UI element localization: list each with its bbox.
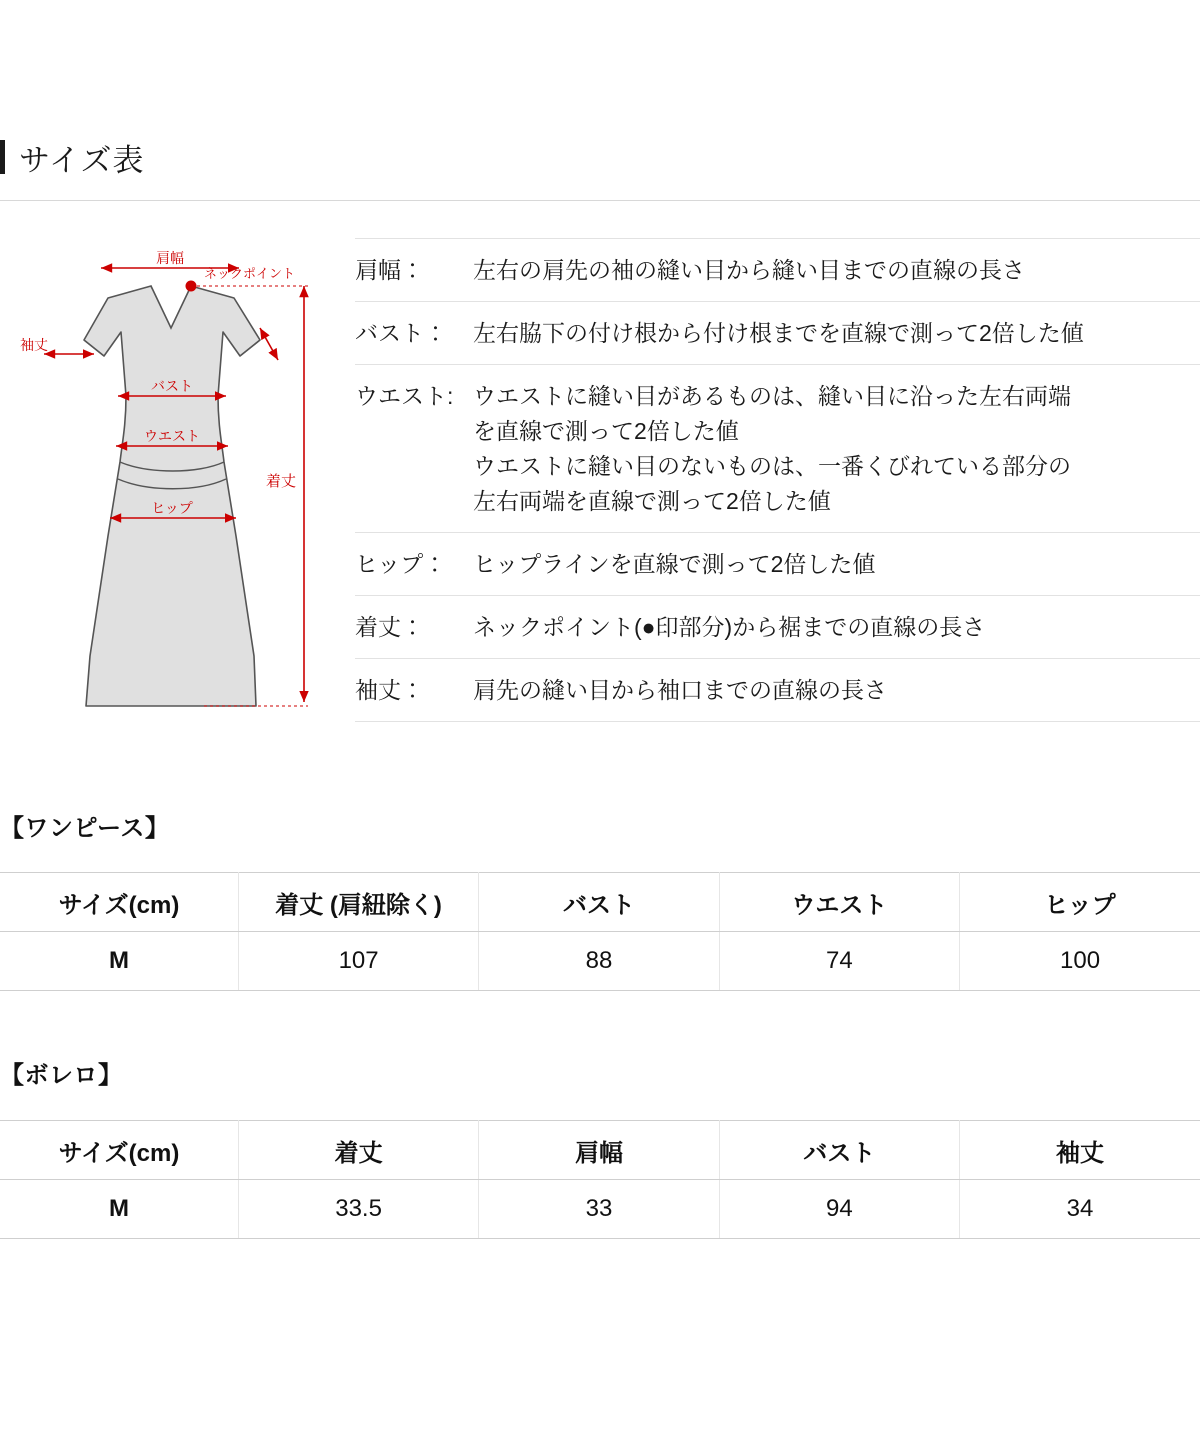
svg-text:ウエスト: ウエスト	[144, 428, 200, 444]
definition-row	[355, 365, 1200, 533]
table-row	[0, 932, 1200, 991]
definition-line: を直線で測って2倍した値	[473, 417, 739, 444]
size-table-bolero	[0, 1120, 1200, 1239]
definition-description	[473, 316, 1200, 351]
definition-line: ヒップラインを直線で測って2倍した値	[473, 550, 876, 577]
table-cell: 33.5	[238, 1180, 478, 1239]
svg-text:ネックポイント: ネックポイント	[204, 266, 296, 281]
table-header-row	[0, 1121, 1200, 1180]
title-divider	[0, 200, 1200, 201]
measurement-guide	[0, 228, 1200, 776]
definition-line: 肩先の縫い目から袖口までの直線の長さ	[473, 676, 887, 703]
column-header: 着丈 (肩紐除く)	[238, 873, 478, 932]
definition-line: 左右両端を直線で測って2倍した値	[473, 487, 831, 514]
definition-description	[473, 610, 1200, 645]
svg-text:肩幅: 肩幅	[156, 250, 184, 266]
table-row	[0, 1180, 1200, 1239]
svg-text:ヒップ: ヒップ	[151, 500, 193, 516]
definition-row	[355, 238, 1200, 302]
svg-text:バスト: バスト	[151, 378, 193, 394]
table-cell-size: M	[0, 932, 238, 991]
definition-line: ウエストに縫い目のないものは、一番くびれている部分の	[473, 452, 1071, 479]
svg-text:着丈: 着丈	[265, 473, 296, 490]
definition-line: ネックポイント(●印部分)から裾までの直線の長さ	[473, 613, 986, 640]
table-cell-size: M	[0, 1180, 238, 1239]
page-title-text: サイズ表	[19, 142, 145, 178]
section-heading-onepiece: 【ワンピース】	[0, 815, 170, 842]
table-cell: 33	[479, 1180, 719, 1239]
definition-description	[473, 253, 1200, 288]
table-cell: 107	[238, 932, 478, 991]
column-header: 袖丈	[960, 1121, 1200, 1180]
definition-term: バスト：	[355, 319, 447, 346]
definition-term: ヒップ：	[355, 550, 447, 577]
definition-term: ウエスト:	[355, 382, 454, 409]
definition-term: 着丈：	[355, 613, 424, 640]
definition-line: 左右脇下の付け根から付け根までを直線で測って2倍した値	[473, 319, 1084, 346]
svg-text:袖丈: 袖丈	[20, 337, 48, 353]
measurement-definitions	[355, 238, 1200, 722]
table-cell: 74	[719, 932, 959, 991]
definition-description	[473, 547, 1200, 582]
definition-row	[355, 533, 1200, 596]
dress-diagram-icon	[8, 236, 348, 736]
column-header: ヒップ	[960, 873, 1200, 932]
column-header: サイズ(cm)	[0, 1121, 238, 1180]
table-cell: 34	[960, 1180, 1200, 1239]
column-header: バスト	[719, 1121, 959, 1180]
definition-row	[355, 659, 1200, 722]
column-header: 肩幅	[479, 1121, 719, 1180]
definition-term: 袖丈：	[355, 676, 424, 703]
section-heading-bolero: 【ボレロ】	[0, 1062, 123, 1089]
table-header-row	[0, 873, 1200, 932]
definition-row	[355, 596, 1200, 659]
definition-description	[473, 673, 1200, 708]
size-table-onepiece	[0, 872, 1200, 991]
column-header: バスト	[479, 873, 719, 932]
column-header: サイズ(cm)	[0, 873, 238, 932]
column-header: ウエスト	[719, 873, 959, 932]
definition-row	[355, 302, 1200, 365]
definition-line: 左右の肩先の袖の縫い目から縫い目までの直線の長さ	[473, 257, 1025, 283]
column-header: 着丈	[238, 1121, 478, 1180]
table-cell: 88	[479, 932, 719, 991]
definition-term: 肩幅：	[355, 257, 424, 283]
table-cell: 94	[719, 1180, 959, 1239]
table-cell: 100	[960, 932, 1200, 991]
definition-line: ウエストに縫い目があるものは、縫い目に沿った左右両端	[473, 382, 1071, 409]
page-title	[0, 130, 1200, 184]
definition-description	[473, 379, 1200, 519]
title-accent-bar	[0, 140, 5, 174]
